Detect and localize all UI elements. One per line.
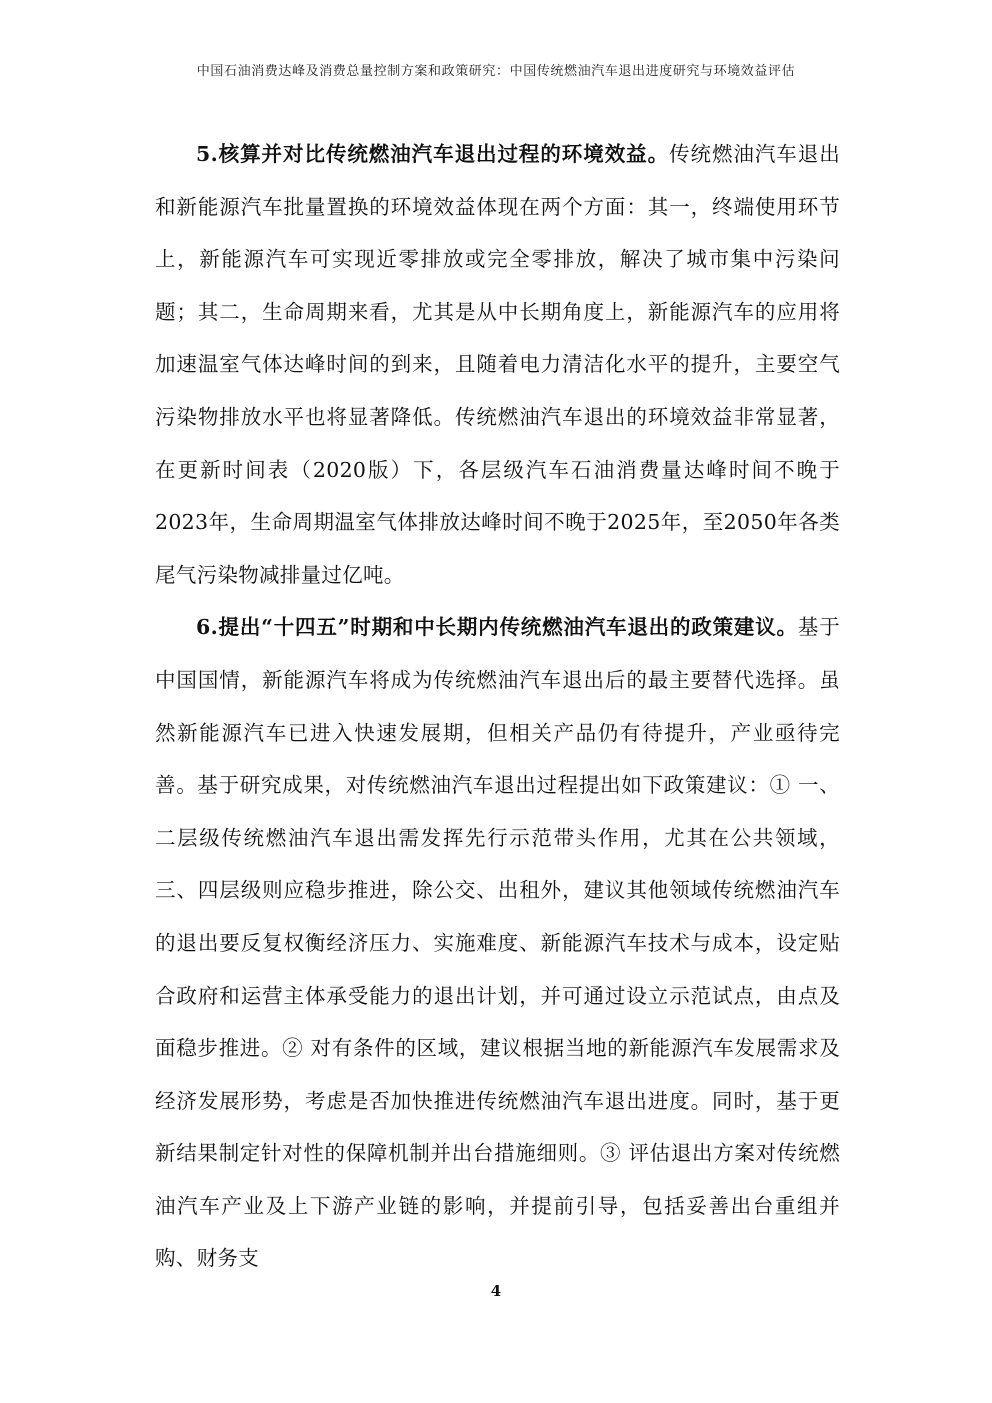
paragraph-text: 基于中国国情，新能源汽车将成为传统燃油汽车退出后的最主要替代选择。虽然新能源汽车已进入快速发展期，但相关产品仍有待提升，产业亟待完善。基于研究成果，对传统燃油汽车退出过程提出如下政策建议：① 一、二层级传统燃油汽车退出需发挥先行示范带头作用，尤其在公共领域，三、四层级则应稳步推进，除公交、出租外，建议其他领域传统燃油汽车的退出要反复权衡经济压力、实施难度、新能源汽车技术与成本，设定贴合政府和运营主体承受能力的退出计划，并可通过设立示范试点，由点及面稳步推进。② 对有条件的区域，建议根据当地的新能源汽车发展需求及经济发展形势，考虑是否加快推进传统燃油汽车退出进度。同时，基于更新结果制定针对性的保障机制并出台措施细则。③ 评估退出方案对传统燃油汽车产业及上下游产业链的影响，并提前引导，包括妥善出台重组并购、财务支 [155,615,840,1271]
paragraph-text: 传统燃油汽车退出和新能源汽车批量置换的环境效益体现在两个方面：其一，终端使用环节上，新能源汽车可实现近零排放或完全零排放，解决了城市集中污染问题；其二，生命周期来看，尤其是从中长期角度上，新能源汽车的应用将加速温室气体达峰时间的到来，且随着电力清洁化水平的提升，主要空气污染物排放水平也将显著降低。传统燃油汽车退出的环境效益非常显著，在更新时间表（2020版）下，各层级汽车石油消费量达峰时间不晚于2023年，生命周期温室气体排放达峰时间不晚于2025年，至2050年各类尾气污染物减排量过亿吨。 [155,142,840,587]
body-text [155,128,840,1285]
paragraph-heading: 5.核算并对比传统燃油汽车退出过程的环境效益。 [196,142,670,166]
paragraph-policy-suggestions [155,601,840,1285]
page-number: 4 [490,1282,502,1300]
paragraph-heading: 6.提出“十四五”时期和中长期内传统燃油汽车退出的政策建议。 [196,615,798,640]
running-header: 中国石油消费达峰及消费总量控制方案和政策研究：中国传统燃油汽车退出进度研究与环境效益评估 [196,64,796,79]
paragraph-environmental-benefits [155,128,840,601]
